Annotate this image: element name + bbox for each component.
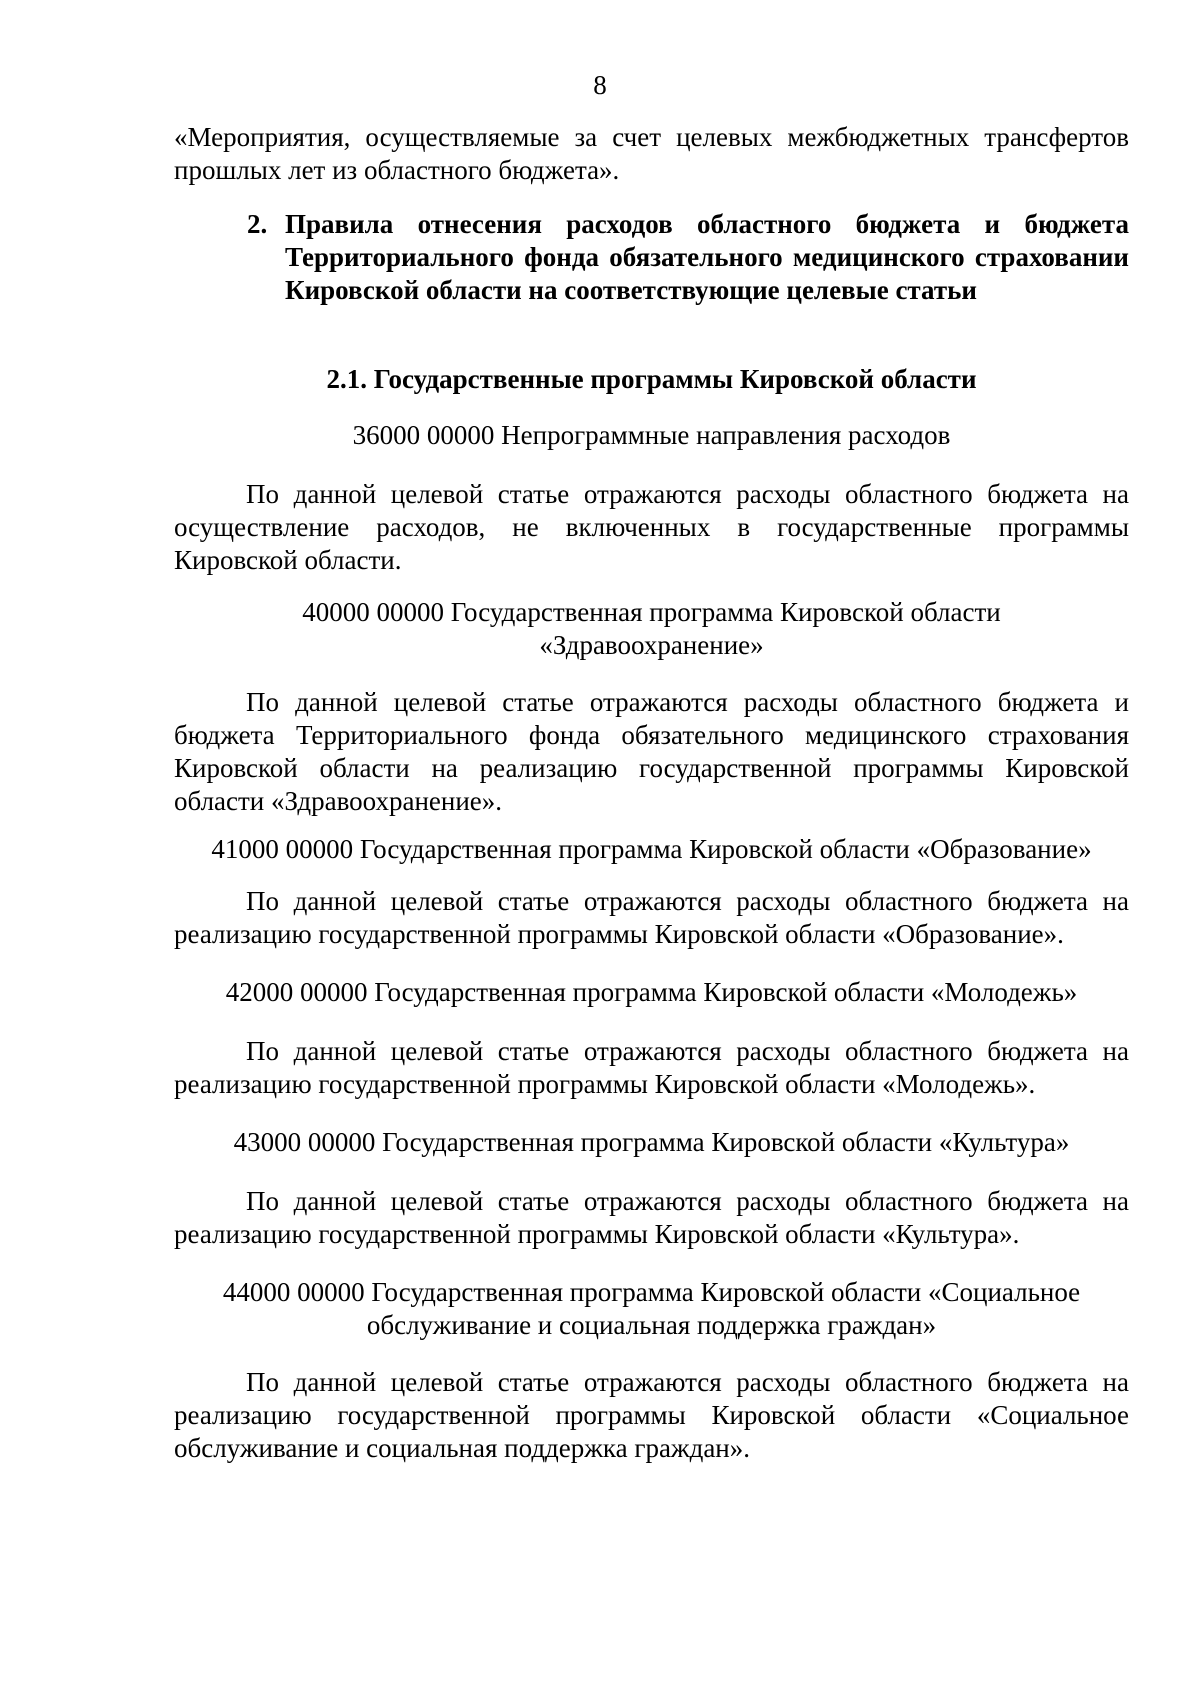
article-heading-40000 <box>174 596 1129 662</box>
article-text-41000: По данной целевой статье отражаются расходы областного бюджета на реализацию государственной программы Кировской области «Образование». <box>174 886 1129 949</box>
article-heading-line-1: 40000 00000 Государственная программа Кировской области <box>302 597 1001 627</box>
article-heading-43000: 43000 00000 Государственная программа Кировской области «Культура» <box>233 1127 1070 1157</box>
section-2-heading <box>247 208 1129 307</box>
article-text-42000: По данной целевой статье отражаются расходы областного бюджета на реализацию государственной программы Кировской области «Молодежь». <box>174 1036 1129 1099</box>
section-title: Правила отнесения расходов областного бюджета и бюджета Территориального фонда обязательного медицинского страховании Кировской области на соответствующие целевые статьи <box>285 209 1129 305</box>
article-heading-line-2: обслуживание и социальная поддержка граждан» <box>366 1310 937 1340</box>
article-heading-36000: 36000 00000 Непрограммные направления расходов <box>352 420 951 450</box>
subsection-2-1-heading: 2.1. Государственные программы Кировской области <box>326 364 977 394</box>
article-heading-41000: 41000 00000 Государственная программа Кировской области «Образование» <box>211 834 1092 864</box>
article-heading-line-1: 44000 00000 Государственная программа Кировской области «Социальное <box>222 1277 1081 1307</box>
article-heading-44000 <box>174 1276 1129 1342</box>
page-number: 8 <box>593 70 607 100</box>
article-heading-line-2: «Здравоохранение» <box>539 630 764 660</box>
article-text-44000: По данной целевой статье отражаются расходы областного бюджета на реализацию государственной программы Кировской области «Социальное обслуживание и социальная поддержка граждан». <box>174 1367 1129 1463</box>
article-text-43000: По данной целевой статье отражаются расходы областного бюджета на реализацию государственной программы Кировской области «Культура». <box>174 1186 1129 1249</box>
article-text-40000: По данной целевой статье отражаются расходы областного бюджета и бюджета Территориального фонда обязательного медицинского страхования Кировской области на реализацию государственной программы Кировской области «Здравоохранение». <box>174 687 1129 816</box>
article-text-36000: По данной целевой статье отражаются расходы областного бюджета на осуществление расходов, не включенных в государственные программы Кировской области. <box>174 479 1129 575</box>
intro-paragraph: «Мероприятия, осуществляемые за счет целевых межбюджетных трансфертов прошлых лет из областного бюджета». <box>174 122 1129 185</box>
section-number: 2. <box>247 209 268 239</box>
article-heading-42000: 42000 00000 Государственная программа Кировской области «Молодежь» <box>225 977 1078 1007</box>
